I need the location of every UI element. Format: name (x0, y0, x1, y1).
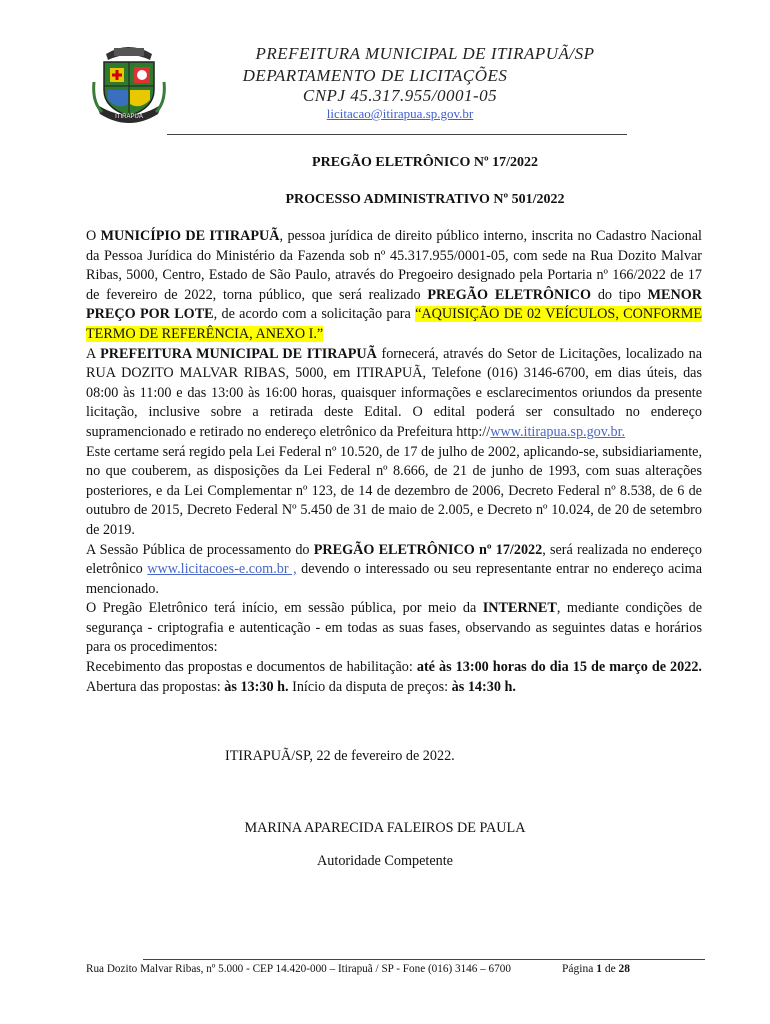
processo-title: PROCESSO ADMINISTRATIVO Nº 501/2022 (285, 192, 565, 207)
text: O Pregão Eletrônico terá início, em sessão pública, por meio da (86, 600, 483, 617)
text: , pessoa jurídica de direito público interno, inscrita no Cadastro Nacional da Pessoa Jurídica do Ministério da Fazenda sob nº 45.317.955/0001-05, com sede na Rua Dozito Malvar Ribas, 5000, Centro, Estado de São Paulo, através do Pregoeiro designado pela Portaria nº 166/2022 de 17 de fevereiro de 2022, torna público, que será realizado (86, 228, 702, 303)
dispute-time: às 14:30 h. (451, 678, 516, 695)
text: do tipo (591, 286, 648, 303)
paragraph-legislation: Este certame será regido pela Lei Federal nº 10.520, de 17 de julho de 2002, aplicando-se, subsidiariamente, no que couberem, as disposições da Lei Federal nº 8.666, de 21 de junho de 1993, com suas alterações posteriores, e da Lei Complementar nº 123, de 14 de dezembro de 2006, Decreto Federal nº 8.538, de 6 de outubro de 2015, Decreto Federal Nº 5.450 de 31 de maio de 2.005, e Decreto nº 10.024, de 20 de setembro de 2019. (86, 443, 702, 538)
text: , mediante condições de segurança - criptografia e autenticação - em todas as suas fases, observando as seguintes datas e horários para os procedimentos: (86, 600, 702, 656)
paragraph-prefeitura (86, 345, 702, 443)
pregao-type: PREGÃO ELETRÔNICO (427, 286, 592, 303)
header-cnpj: CNPJ 45.317.955/0001-05 (302, 86, 498, 105)
page-number: 1 (596, 963, 602, 975)
licitacoes-link[interactable]: www.licitacoes-e.com.br , (147, 561, 297, 578)
text: , de acordo com a solicitação para (213, 306, 416, 323)
signer-name: MARINA APARECIDA FALEIROS DE PAULA (244, 820, 526, 836)
page-of: de (604, 963, 616, 975)
paragraph-internet (86, 599, 702, 658)
pregao-number: PREGÃO ELETRÔNICO nº 17/2022 (313, 541, 543, 558)
website-link[interactable]: www.itirapua.sp.gov.br. (490, 423, 626, 440)
text: Abertura das propostas: (86, 678, 225, 695)
document-body (86, 227, 702, 697)
paragraph-intro (86, 227, 702, 345)
municipal-crest-logo (92, 42, 166, 124)
text: , será realizada no endereço eletrônico (86, 541, 702, 578)
header-divider (167, 134, 627, 135)
text: A (86, 345, 101, 362)
header-email-link[interactable]: licitacao@itirapua.sp.gov.br (326, 106, 474, 121)
internet-term: INTERNET (482, 600, 557, 617)
text: Início da disputa de preços: (288, 678, 452, 695)
footer-address: Rua Dozito Malvar Ribas, nº 5.000 - CEP 14.420-000 – Itirapuã / SP - Fone (016) 3146 – 6700 (86, 963, 511, 975)
text: A Sessão Pública de processamento do (86, 541, 314, 558)
criterio: MENOR PREÇO POR LOTE (86, 286, 703, 323)
footer-divider (143, 959, 705, 960)
header-prefeitura: PREFEITURA MUNICIPAL DE ITIRAPUÃ/SP (255, 44, 595, 63)
text: devendo o interessado ou seu representante entrar no endereço acima mencionado. (86, 561, 702, 597)
svg-text:ITIRAPUÃ: ITIRAPUÃ (115, 114, 143, 120)
text: Recebimento das propostas e documentos de habilitação: (86, 659, 417, 676)
paragraph-session (86, 541, 702, 600)
page-indicator (562, 963, 630, 975)
text: O (86, 228, 101, 244)
page-label: Página (562, 963, 594, 975)
signer-role: Autoridade Competente (317, 853, 453, 869)
dateline: ITIRAPUÃ/SP, 22 de fevereiro de 2022. (225, 748, 455, 764)
text: fornecerá, através do Setor de Licitações, localizado na RUA DOZITO MALVAR RIBAS, 5000, em ITIRAPUÃ, Telefone (016) 3146-6700, em dias úteis, das 08:00 às 11:00 e das 13:00 às 16:00 horas, quaisquer informações e esclarecimentos oriundos da presente licitação, inclusive sobre a retirada deste Edital. O edital poderá ser consultado no endereço supramencionado e retirado no endereço eletrônico da Prefeitura http:// (86, 345, 702, 440)
prefeitura-name: PREFEITURA MUNICIPAL DE ITIRAPUÃ (100, 345, 377, 362)
pregao-title: PREGÃO ELETRÔNICO Nº 17/2022 (312, 155, 538, 170)
page-total: 28 (618, 963, 631, 975)
municipio-name: MUNICÍPIO DE ITIRAPUÃ (100, 228, 280, 244)
object-highlight: “AQUISIÇÃO DE 02 VEÍCULOS, CONFORME TERMO DE REFERÊNCIA, ANEXO I.” (86, 306, 703, 342)
opening-time: às 13:30 h. (224, 678, 289, 695)
deadline: até às 13:00 horas do dia 15 de março de 2022. (416, 659, 702, 676)
header-departamento: DEPARTAMENTO DE LICITAÇÕES (242, 66, 508, 85)
paragraph-schedule (86, 658, 702, 697)
